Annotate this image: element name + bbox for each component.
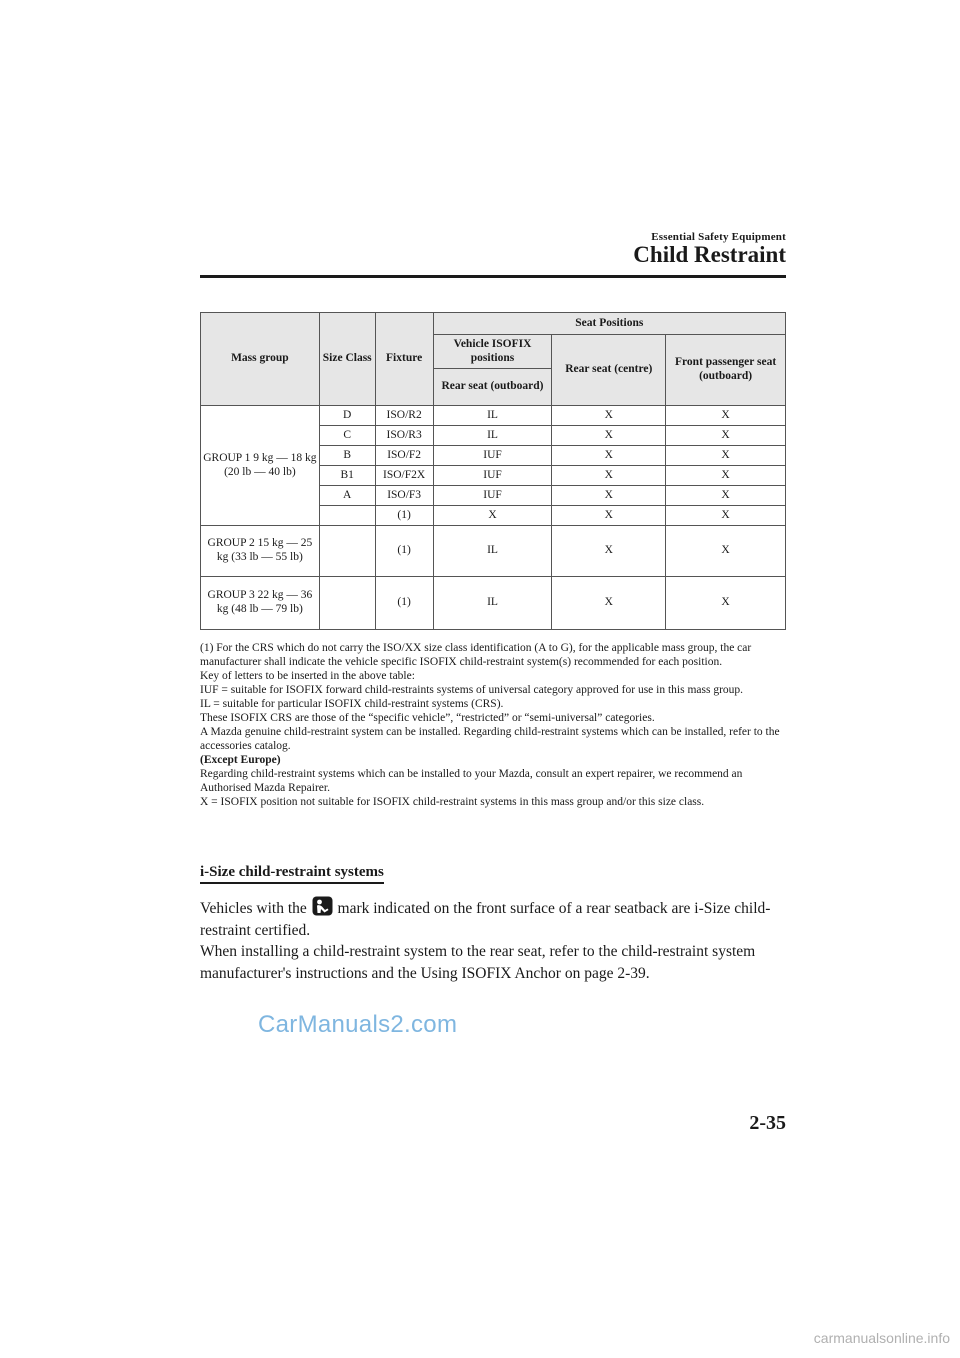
group1-label: GROUP 1 9 kg — 18 kg (20 lb — 40 lb) — [201, 406, 320, 526]
rear-outboard-cell: IUF — [433, 466, 552, 486]
group3-label: GROUP 3 22 kg — 36 kg (48 lb — 79 lb) — [201, 577, 320, 630]
rear-outboard-cell: IL — [433, 406, 552, 426]
note-key-intro: Key of letters to be inserted in the above table: — [200, 670, 415, 682]
size-class-cell — [319, 577, 375, 630]
header-mass-group: Mass group — [201, 313, 320, 406]
size-class-cell: B — [319, 446, 375, 466]
fixture-cell: ISO/F3 — [375, 486, 433, 506]
table-row — [201, 577, 786, 630]
table-notes — [200, 641, 790, 809]
i-size-mark-icon — [312, 896, 333, 916]
front-passenger-cell: X — [666, 466, 786, 486]
rear-outboard-cell: X — [433, 506, 552, 526]
front-passenger-cell: X — [666, 526, 786, 577]
note-mazda-genuine: A Mazda genuine child-restraint system can be installed. Regarding child-restraint systems which can be installed, refer to the accessories catalog. — [200, 726, 780, 752]
paragraph-installing: When installing a child-restraint system to the rear seat, refer to the child-restraint system manufacturer's instructions and the Using ISOFIX Anchor on page 2-39. — [200, 943, 756, 982]
header-section-label: Essential Safety Equipment — [651, 231, 786, 243]
header-rule — [200, 275, 786, 278]
rear-outboard-cell: IUF — [433, 446, 552, 466]
paragraph-i-size-end: mark indicated on the front surface of a rear seatback are i-Size child-restraint certified. — [200, 900, 771, 939]
note-x: X = ISOFIX position not suitable for ISOFIX child-restraint systems in this mass group and/or this size class. — [200, 796, 705, 808]
note-except-europe: (Except Europe) — [200, 754, 281, 766]
front-passenger-cell: X — [666, 406, 786, 426]
section-heading: i-Size child-restraint systems — [200, 864, 384, 884]
fixture-cell: ISO/F2X — [375, 466, 433, 486]
rear-centre-cell: X — [552, 426, 666, 446]
size-class-cell: D — [319, 406, 375, 426]
header-rear-seat-centre: Rear seat (centre) — [552, 335, 666, 406]
rear-centre-cell: X — [552, 466, 666, 486]
size-class-cell: A — [319, 486, 375, 506]
rear-centre-cell: X — [552, 406, 666, 426]
size-class-cell — [319, 526, 375, 577]
front-passenger-cell: X — [666, 506, 786, 526]
fixture-cell: (1) — [375, 506, 433, 526]
header-fixture: Fixture — [375, 313, 433, 406]
front-passenger-cell: X — [666, 486, 786, 506]
rear-centre-cell: X — [552, 577, 666, 630]
front-passenger-cell: X — [666, 577, 786, 630]
paragraph-i-size-start: Vehicles with the — [200, 900, 307, 917]
rear-outboard-cell: IUF — [433, 486, 552, 506]
footer-watermark: carmanualsonline.info — [813, 1330, 950, 1346]
rear-centre-cell: X — [552, 506, 666, 526]
front-passenger-cell: X — [666, 426, 786, 446]
isofix-table — [200, 312, 786, 630]
watermark-carmanuals2: CarManuals2.com — [258, 1011, 458, 1038]
note-il: IL = suitable for particular ISOFIX child-restraint systems (CRS). — [200, 698, 504, 710]
table-row — [201, 406, 786, 426]
note-iuf: IUF = suitable for ISOFIX forward child-restraints systems of universal category approved for use in this mass group. — [200, 684, 744, 696]
size-class-cell: B1 — [319, 466, 375, 486]
fixture-cell: (1) — [375, 526, 433, 577]
note-repairer: Regarding child-restraint systems which can be installed to your Mazda, consult an expert repairer, we recommend an Authorised Mazda Repairer. — [200, 768, 743, 794]
rear-outboard-cell: IL — [433, 426, 552, 446]
note-footnote-1: (1) For the CRS which do not carry the ISO/XX size class identification (A to G), for the applicable mass group, the car manufacturer shall indicate the vehicle specific ISOFIX child-restraint system(s) recommended for each position. — [200, 642, 752, 668]
page-title: Child Restraint — [633, 242, 786, 267]
table-row — [201, 526, 786, 577]
fixture-cell: (1) — [375, 577, 433, 630]
header-vehicle-isofix-positions: Vehicle ISOFIX positions — [433, 335, 552, 369]
rear-centre-cell: X — [552, 526, 666, 577]
header-rear-seat-outboard: Rear seat (outboard) — [433, 369, 552, 406]
header-seat-positions: Seat Positions — [433, 313, 785, 335]
rear-centre-cell: X — [552, 446, 666, 466]
fixture-cell: ISO/R3 — [375, 426, 433, 446]
header-front-passenger-outboard: Front passenger seat (outboard) — [666, 335, 786, 406]
group2-label: GROUP 2 15 kg — 25 kg (33 lb — 55 lb) — [201, 526, 320, 577]
front-passenger-cell: X — [666, 446, 786, 466]
size-class-cell — [319, 506, 375, 526]
size-class-cell: C — [319, 426, 375, 446]
page-number: 2-35 — [749, 1112, 786, 1134]
rear-centre-cell: X — [552, 486, 666, 506]
section-body — [200, 896, 790, 984]
fixture-cell: ISO/F2 — [375, 446, 433, 466]
fixture-cell: ISO/R2 — [375, 406, 433, 426]
rear-outboard-cell: IL — [433, 577, 552, 630]
rear-outboard-cell: IL — [433, 526, 552, 577]
paragraph-i-size — [200, 896, 790, 941]
header-size-class: Size Class — [319, 313, 375, 406]
note-categories: These ISOFIX CRS are those of the “specific vehicle”, “restricted” or “semi-universal” categories. — [200, 712, 655, 724]
